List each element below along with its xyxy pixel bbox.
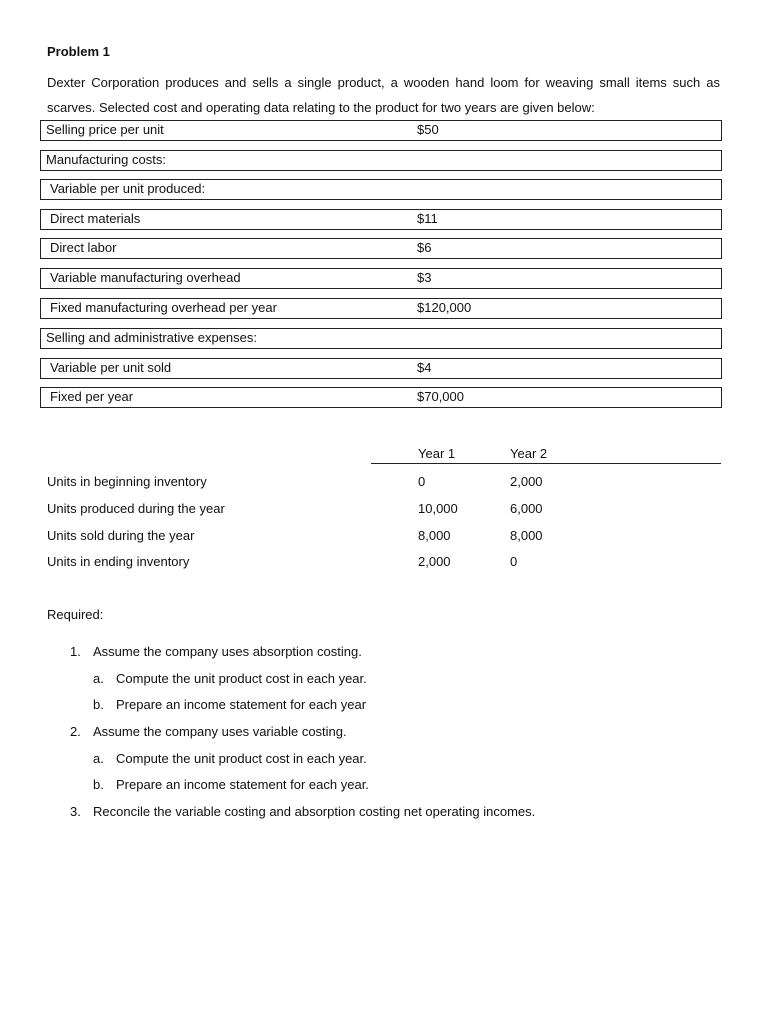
- task-text: Prepare an income statement for each year.: [116, 777, 369, 792]
- cost-row: [40, 179, 722, 200]
- units-row: [40, 528, 722, 548]
- cost-row-value: $50: [417, 122, 439, 137]
- task-text: Reconcile the variable costing and absorption costing net operating incomes.: [93, 804, 536, 819]
- cost-row-label: Variable per unit produced:: [50, 181, 206, 196]
- units-table: [40, 440, 722, 580]
- task-number: b.: [93, 777, 104, 792]
- cost-row-label: Selling price per unit: [46, 122, 164, 137]
- cost-row: [40, 268, 722, 289]
- units-row-year1: 8,000: [418, 528, 451, 543]
- task-text: Compute the unit product cost in each year.: [116, 671, 367, 686]
- task-number: 2.: [70, 724, 81, 739]
- cost-row: [40, 150, 722, 171]
- cost-row: [40, 298, 722, 319]
- units-row-year2: 2,000: [510, 474, 543, 489]
- cost-row: [40, 120, 722, 141]
- cost-row-label: Fixed manufacturing overhead per year: [50, 300, 277, 315]
- units-row-label: Units produced during the year: [47, 501, 225, 516]
- cost-row: [40, 209, 722, 230]
- cost-row-value: $6: [417, 240, 432, 255]
- task-text: Assume the company uses absorption costing.: [93, 644, 362, 659]
- cost-row-value: $3: [417, 270, 432, 285]
- units-row-year2: 8,000: [510, 528, 543, 543]
- cost-row-value: $120,000: [417, 300, 472, 315]
- cost-row-label: Variable manufacturing overhead: [50, 270, 241, 285]
- problem-title: Problem 1: [47, 44, 110, 59]
- units-row-year1: 10,000: [418, 501, 458, 516]
- intro-paragraph: Dexter Corporation produces and sells a single product, a wooden hand loom for weaving small items such as scarves. Selected cost and operating data relating to the product for two years are given below:: [47, 75, 720, 115]
- cost-row: [40, 387, 722, 408]
- task-text: Prepare an income statement for each year: [116, 697, 367, 712]
- cost-row: [40, 328, 722, 349]
- year1-header: Year 1: [418, 446, 456, 461]
- cost-row: [40, 238, 722, 259]
- cost-row-value: $70,000: [417, 389, 464, 404]
- task-number: b.: [93, 697, 104, 712]
- task-number: a.: [93, 751, 104, 766]
- task-number: a.: [93, 671, 104, 686]
- units-row-label: Units in ending inventory: [47, 554, 190, 569]
- units-row-year1: 2,000: [418, 554, 451, 569]
- cost-row-value: $4: [417, 360, 432, 375]
- task-number: 1.: [70, 644, 81, 659]
- cost-row-label: Manufacturing costs:: [46, 152, 166, 167]
- cost-row-value: $11: [417, 211, 438, 226]
- units-row-label: Units in beginning inventory: [47, 474, 207, 489]
- cost-row: [40, 358, 722, 379]
- cost-row-label: Direct labor: [50, 240, 117, 255]
- required-heading: Required:: [47, 607, 104, 622]
- units-row-year1: 0: [418, 474, 426, 489]
- header-rule: [371, 463, 721, 464]
- units-row-label: Units sold during the year: [47, 528, 195, 543]
- cost-row-label: Variable per unit sold: [50, 360, 172, 375]
- cost-row-label: Direct materials: [50, 211, 141, 226]
- units-row-year2: 0: [510, 554, 518, 569]
- cost-row-label: Selling and administrative expenses:: [46, 330, 258, 345]
- task-text: Assume the company uses variable costing.: [93, 724, 347, 739]
- units-row: [40, 501, 722, 521]
- task-number: 3.: [70, 804, 81, 819]
- task-text: Compute the unit product cost in each year.: [116, 751, 367, 766]
- year2-header: Year 2: [510, 446, 548, 461]
- units-row: [40, 474, 722, 494]
- units-row: [40, 554, 722, 574]
- cost-row-label: Fixed per year: [50, 389, 134, 404]
- units-row-year2: 6,000: [510, 501, 543, 516]
